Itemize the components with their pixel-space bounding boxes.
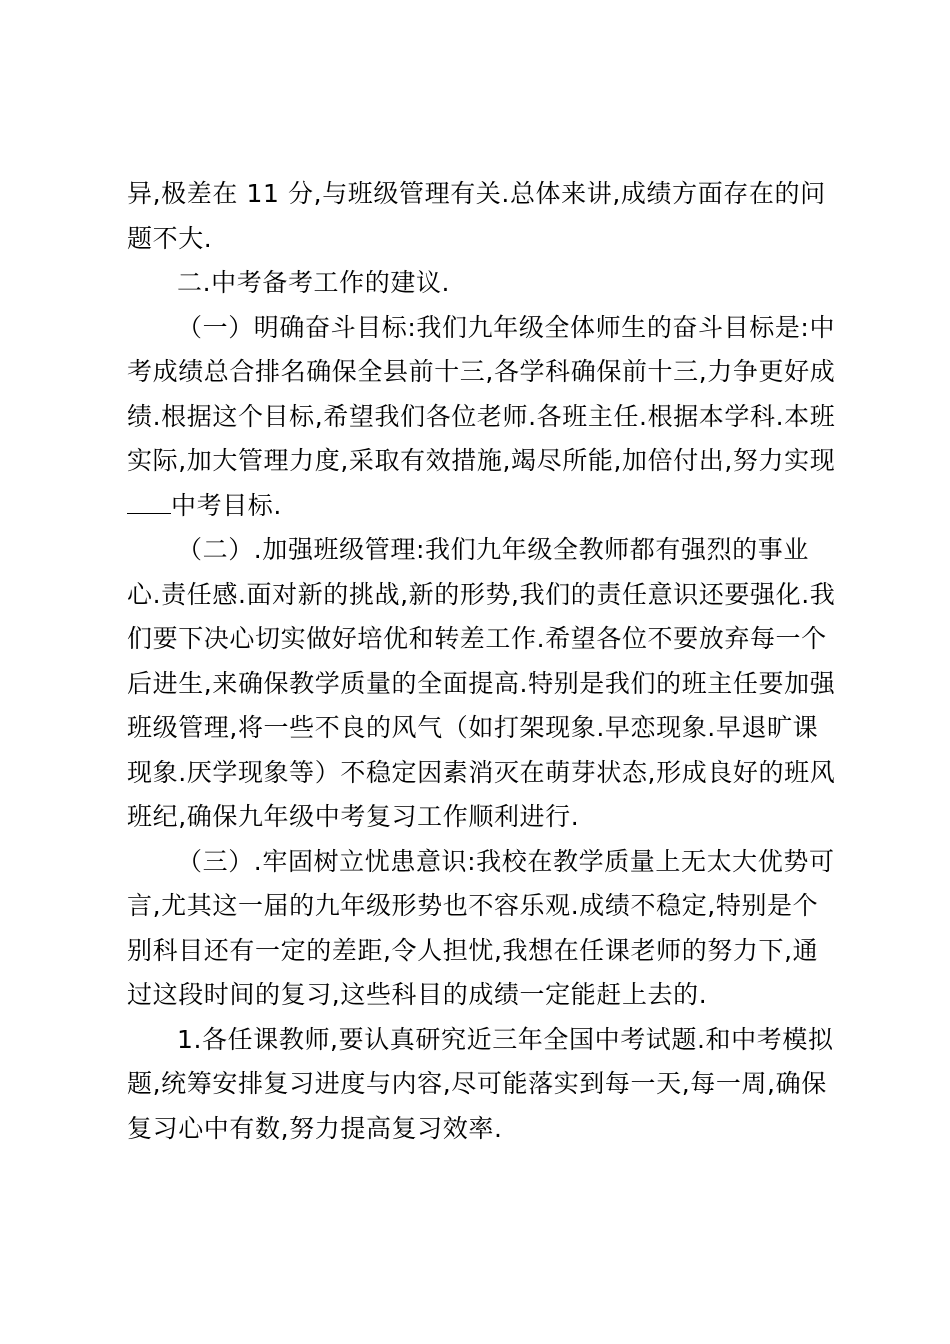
paragraph-tail: 中考目标. <box>171 490 282 520</box>
paragraph-text: （一）明确奋斗目标:我们九年级全体师生的奋斗目标是:中考成绩总合排名确保全县前十三,各学科确保前十三,力争更好成绩.根据这个目标,希望我们各位老师.各班主任.根据本学科.本班实际,加大管理力度,采取有效措施,竭尽所能,加倍付出,努力实现 <box>127 312 836 475</box>
paragraph-text: （三）.牢固树立忧患意识:我校在教学质量上无太大优势可言,尤其这一届的九年级形势也不容乐观.成绩不稳定,特别是个别科目还有一定的差距,令人担忧,我想在任课老师的努力下,通过这段时间的复习,这些科目的成绩一定能赶上去的. <box>127 846 835 1009</box>
paragraph-awareness <box>127 840 837 1018</box>
heading-text: 二.中考备考工作的建议. <box>177 268 451 297</box>
paragraph-goal <box>127 306 837 529</box>
paragraph-text: 1.各任课教师,要认真研究近三年全国中考试题.和中考模拟题,统筹安排复习进度与内容,尽可能落实到每一天,每一周,确保复习心中有数,努力提高复习效率. <box>127 1024 834 1143</box>
paragraph-class-management <box>127 528 837 840</box>
blank-underline <box>127 485 171 514</box>
paragraph-continuation <box>127 172 837 261</box>
paragraph-text: 异,极差在 11 分,与班级管理有关.总体来讲,成绩方面存在的问题不大. <box>127 179 826 253</box>
document-body <box>127 172 837 1151</box>
paragraph-item-1 <box>127 1018 837 1152</box>
section-heading <box>127 261 837 306</box>
paragraph-text: （二）.加强班级管理:我们九年级全教师都有强烈的事业心.责任感.面对新的挑战,新的形势,我们的责任意识还要强化.我们要下决心切实做好培优和转差工作.希望各位不要放弃每一个后进生,来确保教学质量的全面提高.特别是我们的班主任要加强班级管理,将一些不良的风气（如打架现象.早恋现象.早退旷课现象.厌学现象等）不稳定因素消灭在萌芽状态,形成良好的班风班纪,确保九年级中考复习工作顺利进行. <box>127 535 836 831</box>
